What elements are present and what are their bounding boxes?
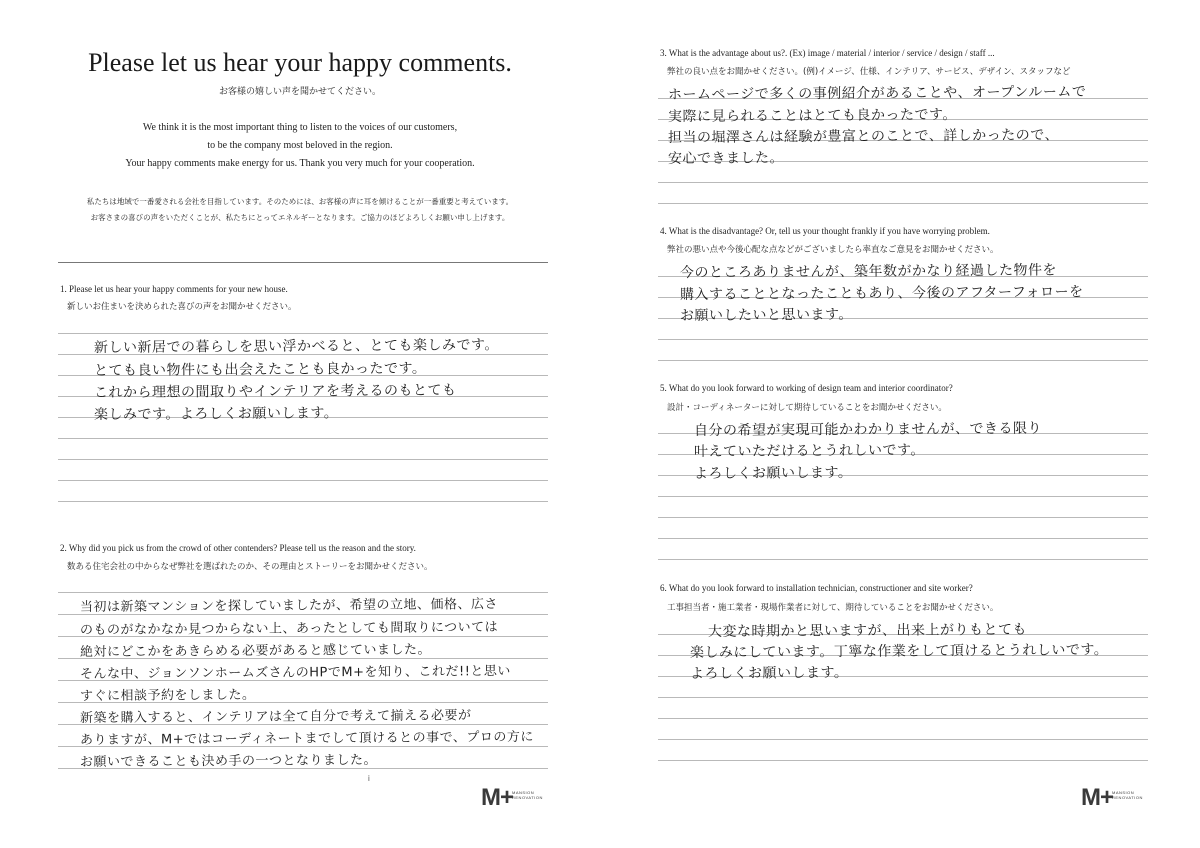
answer-2-text: ありますが、M+ではコーディネートまでして頂けるとの事で、プロの方に xyxy=(79,729,534,748)
answer-5-text: 叶えていただけるとうれしいです。 xyxy=(693,442,925,460)
page-subtitle: お客様の嬉しい声を聞かせてください。 xyxy=(218,87,381,97)
question-4-en: 4. What is the disadvantage? Or, tell us your thought frankly if you have worrying problem. xyxy=(660,226,990,236)
answer-2-text: 新築を購入すると、インテリアは全て自分で考えて揃える必要が xyxy=(79,708,472,726)
answer-2-text: 当初は新築マンションを探していましたが、希望の立地、価格、広さ xyxy=(79,597,498,615)
answer-1-text: とても良い物件にも出会えたことも良かったです。 xyxy=(93,360,427,379)
answer-1-text: これから理想の間取りやインテリアを考えるのもとても xyxy=(93,382,457,401)
logo-subtext: MANSION RENOVATION xyxy=(1112,790,1143,800)
intro-line: We think it is the most important thing to listen to the voices of our customers, xyxy=(142,122,458,133)
question-2-ja: 数ある住宅会社の中からなぜ弊社を選ばれたのか、その理由とストーリーをお聞かせください。 xyxy=(67,562,433,572)
answer-4-text: 購入することとなったこともあり、今後のアフターフォローを xyxy=(679,284,1084,303)
page-mark: i xyxy=(368,774,370,783)
question-6-ja: 工事担当者・施工業者・現場作業者に対して、期待していることをお聞かせください。 xyxy=(667,603,999,613)
answer-2-text: すぐに相談予約をしました。 xyxy=(79,687,256,704)
answer-2-text: お願いできることも決め手の一つとなりました。 xyxy=(79,752,378,770)
answer-4-text: 今のところありませんが、築年数がかなり経過した物件を xyxy=(679,262,1058,281)
intro-line: to be the company most beloved in the region. xyxy=(207,140,393,151)
question-5-ja: 設計・コーディネーターに対して期待していることをお聞かせください。 xyxy=(667,403,947,413)
answer-6-text: よろしくお願いします。 xyxy=(689,664,849,682)
question-1-en: 1. Please let us hear your happy comments for your new house. xyxy=(60,284,288,294)
answer-3-text: 実際に見られることはとても良かったです。 xyxy=(667,106,957,125)
answer-3-text: ホームページで多くの事例紹介があることや、オープンルームで xyxy=(667,84,1087,103)
question-3-en: 3. What is the advantage about us?. (Ex) image / material / interior / service / design / staff ... xyxy=(660,48,995,58)
section-divider xyxy=(58,262,548,263)
intro-ja-line: 私たちは地域で一番愛される会社を目指しています。そのためには、お客様の声に耳を傾けることが一番重要と考えています。 xyxy=(86,197,514,206)
answer-2-text: 絶対にどこかをあきらめる必要があると感じていました。 xyxy=(79,642,432,660)
intro-ja-line: お客さまの喜びの声をいただくことが、私たちにとってエネルギーとなります。ご協力のほどよろしくお願い申し上げます。 xyxy=(90,213,510,222)
answer-2-text: そんな中、ジョンソンホームズさんのHPでM+を知り、これだ!!と思い xyxy=(79,663,511,682)
answer-2-text: のものがなかなか見つからない上、あったとしても間取りについては xyxy=(79,620,499,638)
logo-subtext: MANSION RENOVATION xyxy=(512,790,543,800)
question-2-en: 2. Why did you pick us from the crowd of other contenders? Please tell us the reason and the story. xyxy=(60,543,416,553)
logo-mark: M+ xyxy=(481,784,514,811)
answer-4-text: お願いしたいと思います。 xyxy=(679,306,853,324)
answer-6-text: 楽しみにしています。丁寧な作業をして頂けるとうれしいです。 xyxy=(689,642,1109,661)
answer-1-text: 楽しみです。よろしくお願いします。 xyxy=(93,405,339,423)
page-title: Please let us hear your happy comments. xyxy=(88,48,512,77)
answer-6-text: 大変な時期かと思いますが、出来上がりもとても xyxy=(707,621,1028,640)
answer-5-text: よろしくお願いします。 xyxy=(693,464,853,482)
question-6-en: 6. What do you look forward to installation technician, constructioner and site worker? xyxy=(660,583,973,593)
right-page xyxy=(600,0,1200,848)
answer-3-text: 安心できました。 xyxy=(667,150,785,167)
intro-line: Your happy comments make energy for us. Thank you very much for your cooperation. xyxy=(125,158,475,169)
answer-5-text: 自分の希望が実現可能かわかりませんが、できる限り xyxy=(693,420,1043,439)
question-5-en: 5. What do you look forward to working of design team and interior coordinator? xyxy=(660,383,953,393)
question-1-ja: 新しいお住まいを決められた喜びの声をお聞かせください。 xyxy=(67,302,297,312)
answer-3-text: 担当の堀澤さんは経験が豊富とのことで、詳しかったので、 xyxy=(667,127,1060,146)
brand-logo xyxy=(1081,784,1143,812)
brand-logo xyxy=(481,784,543,812)
answer-1-text: 新しい新居での暮らしを思い浮かべると、とても楽しみです。 xyxy=(93,337,499,356)
question-3-ja: 弊社の良い点をお聞かせください。(例)イメージ、仕様、インテリア、サービス、デザイン、スタッフなど xyxy=(667,67,1071,77)
logo-mark: M+ xyxy=(1081,784,1114,811)
question-4-ja: 弊社の悪い点や今後心配な点などがございましたら率直なご意見をお聞かせください。 xyxy=(667,245,999,255)
